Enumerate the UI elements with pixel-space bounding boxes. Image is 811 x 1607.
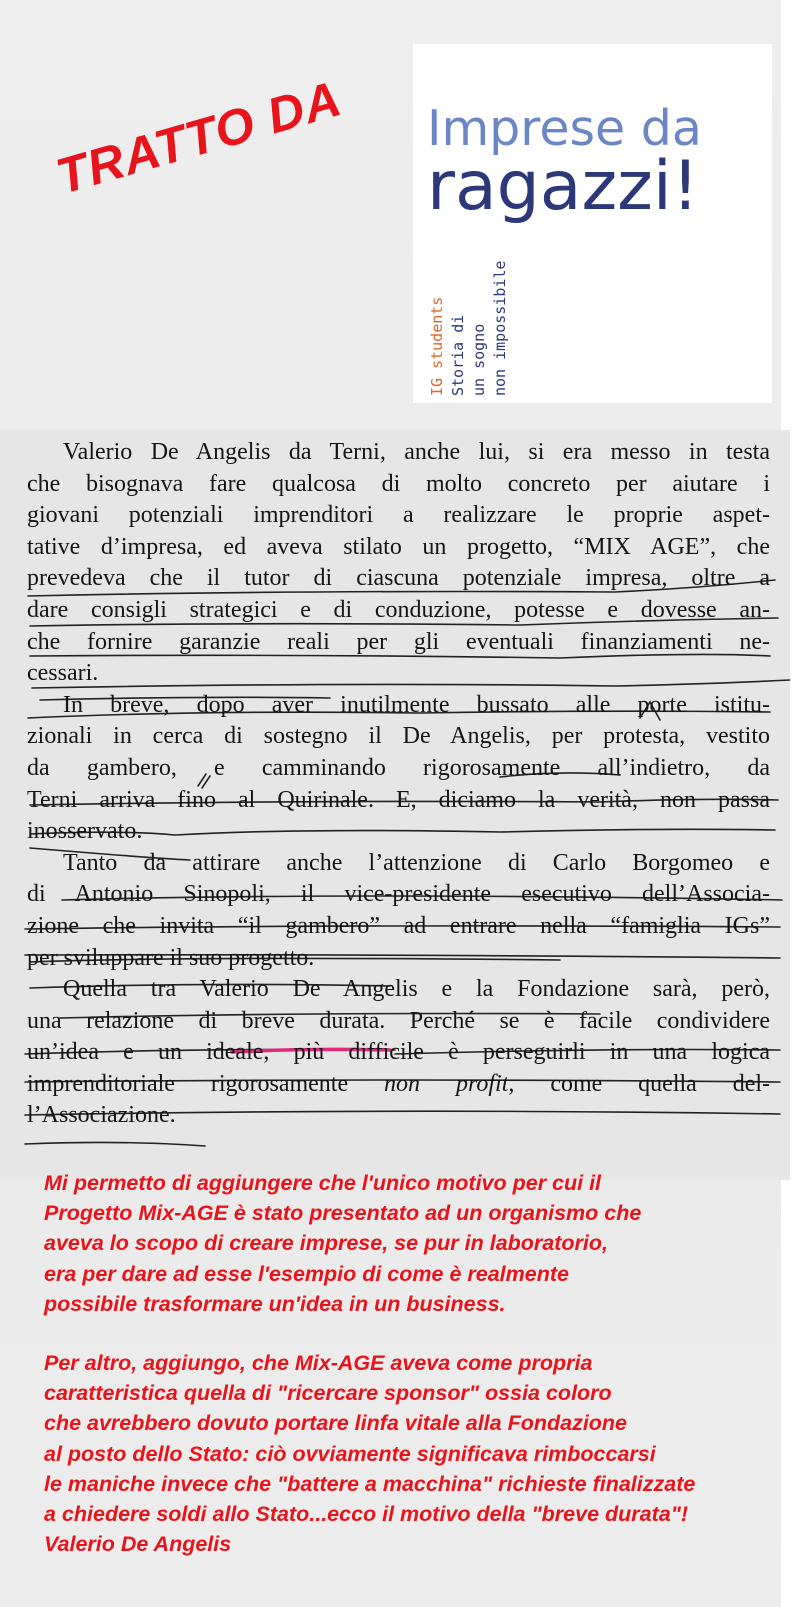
excerpt-line-part: imprenditoriale rigorosamente <box>27 1070 349 1097</box>
note-line: Per altro, aggiungo, che Mix-AGE aveva come propria <box>44 1351 593 1375</box>
excerpt-line: zionali in cerca di sostegno il De Angelis, per protesta, vestito <box>27 723 770 750</box>
cover-subtitle-line: un sogno <box>470 323 488 396</box>
note-signature: Valerio De Angelis <box>44 1532 232 1557</box>
note-line: era per dare ad esse l'esempio di come è realmente <box>44 1261 569 1286</box>
cover-title-line1: Imprese da <box>427 100 702 157</box>
excerpt-line: tative d’impresa, ed aveva stilato un progetto, “MIX AGE”, che <box>27 533 770 560</box>
excerpt-line: di Antonio Sinopoli, il vice-presidente esecutivo dell’Associa- <box>27 881 770 908</box>
excerpt-line: inosservato. <box>27 818 143 845</box>
book-excerpt <box>27 437 770 1132</box>
note-line: possibile trasformare un'idea in un business. <box>44 1291 506 1316</box>
excerpt-line: una relazione di breve durata. Perché se è facile condividere <box>27 1007 770 1034</box>
note-line: Progetto Mix-AGE è stato presentato ad un organismo che <box>44 1201 642 1226</box>
excerpt-line: che fornire garanzie reali per gli eventuali finanziamenti ne- <box>27 628 770 655</box>
excerpt-italic-phrase: non profit, <box>384 1070 515 1097</box>
excerpt-line: giovani potenziali imprenditori a realizzare le proprie aspet- <box>27 502 770 529</box>
note-line: a chiedere soldi allo Stato...ecco il motivo della "breve durata"! <box>44 1502 689 1527</box>
excerpt-line: dare consigli strategici e di conduzione, potesse e dovesse an- <box>27 596 770 623</box>
note-line: Mi permetto di aggiungere che l'unico motivo per cui il <box>44 1171 602 1195</box>
cover-title-line2: ragazzi! <box>427 147 699 226</box>
excerpt-line: cessari. <box>27 660 99 687</box>
excerpt-line: Quella tra Valerio De Angelis e la Fondazione sarà, però, <box>63 976 770 1003</box>
excerpt-line: Tanto da attirare anche l’attenzione di Carlo Borgomeo e <box>63 849 770 876</box>
book-cover <box>413 44 772 403</box>
excerpt-line: da gambero, e camminando rigorosamente all’indietro, da <box>27 754 770 781</box>
author-note-paragraph-2 <box>44 1348 804 1559</box>
note-line: le maniche invece che "battere a macchina" richieste finalizzate <box>44 1471 696 1496</box>
cover-subtitle-line: IG students <box>428 296 446 396</box>
excerpt-line-part: come quella del- <box>550 1070 771 1097</box>
tratto-da-stamp: TRATTO DA <box>50 70 348 205</box>
cover-subtitle <box>427 261 511 396</box>
note-line: che avrebbero dovuto portare linfa vitale alla Fondazione <box>44 1411 628 1436</box>
excerpt-line: prevedeva che il tutor di ciascuna potenziale impresa, oltre a <box>27 565 770 592</box>
cover-subtitle-line: non impossibile <box>491 260 509 396</box>
excerpt-line: In breve, dopo aver inutilmente bussato alle porte istitu- <box>63 691 770 718</box>
underline-mark <box>25 1142 205 1146</box>
note-line: aveva lo scopo di creare imprese, se pur in laboratorio, <box>44 1231 608 1256</box>
excerpt-line: zione che invita “il gambero” ad entrare nella “famiglia IGs” <box>27 912 770 939</box>
excerpt-line: l’Associazione. <box>27 1102 176 1129</box>
note-line: al posto dello Stato: ciò ovviamente significava rimboccarsi <box>44 1441 656 1466</box>
excerpt-line: per sviluppare il suo progetto. <box>27 944 315 971</box>
cover-subtitle-line: Storia di <box>449 314 467 396</box>
excerpt-line: un’idea e un ideale, più difficile è perseguirli in una logica <box>27 1039 770 1066</box>
author-note-paragraph-1 <box>44 1168 804 1319</box>
excerpt-line: Terni arriva fino al Quirinale. E, diciamo la verità, non passa <box>27 786 770 813</box>
excerpt-line: che bisognava fare qualcosa di molto concreto per aiutare i <box>27 470 770 497</box>
excerpt-line-mixed <box>27 1069 770 1101</box>
note-line: caratteristica quella di "ricercare sponsor" ossia coloro <box>44 1381 612 1406</box>
excerpt-line: Valerio De Angelis da Terni, anche lui, si era messo in testa <box>63 439 770 465</box>
